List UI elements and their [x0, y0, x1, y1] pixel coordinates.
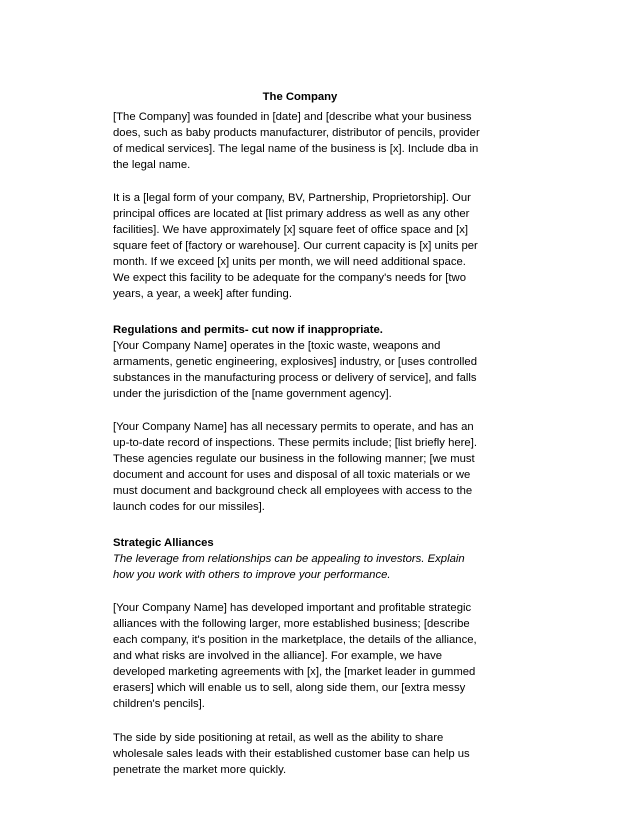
- permits-line: launch codes for our missiles].: [113, 501, 265, 513]
- alliances-heading: Strategic Alliances: [113, 537, 214, 549]
- regulations-heading: Regulations and permits- cut now if inappropriate.: [113, 324, 383, 336]
- legal-form-line: square feet of [factory or warehouse]. Our current capacity is [x] units per: [113, 240, 478, 252]
- regulations-line: armaments, genetic engineering, explosives] industry, or [uses controlled: [113, 356, 477, 368]
- permits-line: must document and background check all employees with access to the: [113, 485, 473, 497]
- permits-line: These agencies regulate our business in the following manner; [we must: [113, 453, 475, 465]
- legal-form-line: years, a year, a week] after funding.: [113, 288, 292, 300]
- alliances-line: developed marketing agreements with [x], the [market leader in gummed: [113, 666, 476, 678]
- alliances-note-line: The leverage from relationships can be appealing to investors. Explain: [113, 553, 465, 565]
- legal-form-line: facilities]. We have approximately [x] square feet of office space and [x]: [113, 224, 468, 236]
- positioning-line: wholesale sales leads with their established customer base can help us: [113, 748, 470, 760]
- alliances-line: and what risks are involved in the alliance]. For example, we have: [113, 650, 443, 662]
- permits-line: [Your Company Name] has all necessary permits to operate, and has an: [113, 421, 474, 433]
- alliances-note-line: how you work with others to improve your performance.: [113, 569, 391, 581]
- alliances-line: [Your Company Name] has developed important and profitable strategic: [113, 602, 472, 614]
- intro-line: [The Company] was founded in [date] and [describe what your business: [113, 111, 472, 123]
- positioning-line: The side by side positioning at retail, as well as the ability to share: [113, 732, 444, 744]
- page-title: The Company: [262, 91, 338, 103]
- alliances-line: alliances with the following larger, more established business; [describe: [113, 618, 470, 630]
- alliances-line: erasers] which will enable us to sell, along side them, our [extra messy: [113, 682, 466, 694]
- positioning-line: penetrate the market more quickly.: [113, 764, 287, 776]
- regulations-line: under the jurisdiction of the [name government agency].: [113, 388, 392, 400]
- intro-line: does, such as baby products manufacturer, distributor of pencils, provider: [113, 127, 480, 139]
- regulations-line: [Your Company Name] operates in the [toxic waste, weapons and: [113, 340, 441, 352]
- legal-form-line: month. If we exceed [x] units per month, we will need additional space.: [113, 256, 466, 268]
- legal-form-line: principal offices are located at [list primary address as well as any other: [113, 208, 470, 220]
- legal-form-line: We expect this facility to be adequate for the company's needs for [two: [113, 272, 466, 284]
- alliances-line: children's pencils].: [113, 698, 205, 710]
- intro-line: the legal name.: [113, 159, 191, 171]
- legal-form-line: It is a [legal form of your company, BV, Partnership, Proprietorship]. Our: [113, 192, 471, 204]
- intro-line: of medical services]. The legal name of the business is [x]. Include dba in: [113, 143, 479, 155]
- permits-line: document and account for uses and disposal of all toxic materials or we: [113, 469, 471, 481]
- regulations-line: substances in the manufacturing process or delivery of service], and falls: [113, 372, 477, 384]
- alliances-line: each company, it's position in the marketplace, the details of the alliance,: [113, 634, 477, 646]
- permits-line: up-to-date record of inspections. These permits include; [list briefly here].: [113, 437, 477, 449]
